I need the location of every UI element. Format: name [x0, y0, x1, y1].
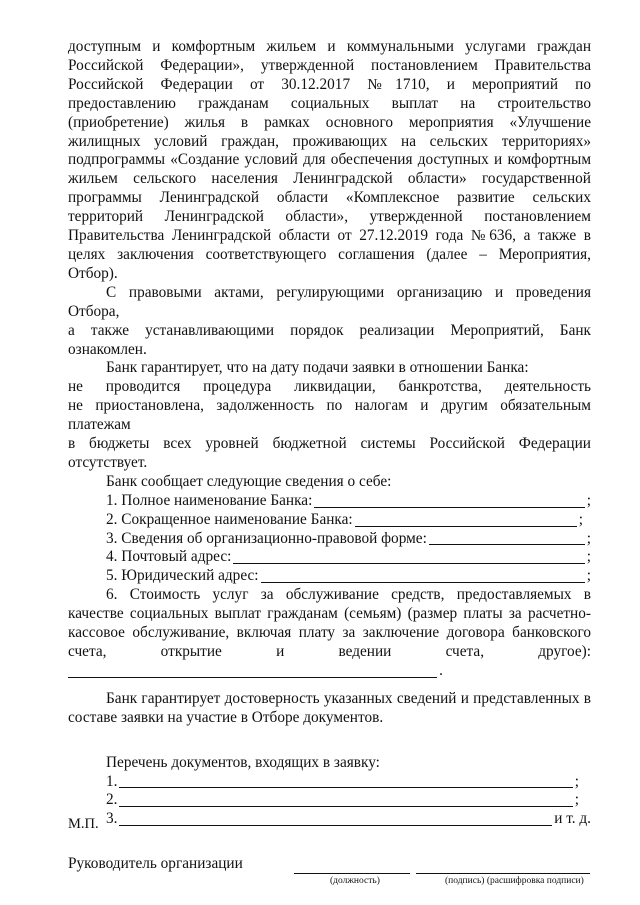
legal-form-row — [68, 530, 591, 549]
document-number: 3. — [106, 810, 118, 828]
postal-address-label: 4. Почтовый адрес: — [106, 548, 232, 566]
intro-line: территорий Ленинградской области», утвержденной постановлением — [68, 208, 591, 226]
row-end-mark: и т. д. — [554, 810, 591, 828]
short-name-label: 2. Сокращенное наименование Банка: — [106, 510, 353, 528]
guarantee-paragraph — [68, 359, 591, 472]
document-row — [68, 810, 591, 829]
full-name-row — [68, 492, 591, 511]
legal-form-label: 3. Сведения об организационно-правовой форме: — [106, 529, 427, 547]
guarantee-line: не проводится процедура ликвидации, банкротства, деятельность — [68, 378, 591, 396]
intro-line: Российской Федерации от 30.12.2017 №1710, и мероприятий по — [68, 75, 591, 93]
row-end-mark: ; — [574, 791, 579, 809]
row-end-mark: ; — [586, 491, 591, 509]
document-row — [68, 791, 591, 810]
reliability-line: составе заявки на участие в Отборе документов. — [68, 708, 384, 726]
row-end-mark: ; — [586, 548, 591, 566]
signature-title: Руководитель организации — [68, 855, 243, 873]
row-end-mark: ; — [578, 510, 583, 528]
postal-address-row — [68, 548, 591, 567]
position-caption: (должность) — [330, 876, 380, 887]
document-field[interactable] — [119, 773, 572, 788]
document-row — [68, 773, 591, 792]
full-name-label: 1. Полное наименование Банка: — [106, 491, 313, 509]
legal-address-row — [68, 567, 591, 586]
acts-line: Отбора, — [68, 302, 120, 320]
intro-line: доступным и комфортным жильем и коммунальными услугами граждан — [68, 38, 591, 55]
full-name-field[interactable] — [314, 493, 584, 508]
signature-block — [68, 855, 591, 895]
intro-line: Отбор). — [68, 264, 118, 282]
intro-line: (приобретение) жилья в рамках основного мероприятия «Улучшение — [68, 113, 591, 131]
guarantee-line: Банк гарантирует, что на дату подачи заявки в отношении Банка: — [106, 359, 529, 377]
service-cost-line: качестве социальных выплат гражданам (семьям) (размер платы за расчетно- — [68, 605, 591, 623]
guarantee-line: отсутствует. — [68, 453, 148, 471]
documents-heading: Перечень документов, входящих в заявку: — [106, 753, 380, 771]
guarantee-line: платежам — [68, 416, 131, 434]
guarantee-line: не приостановлена, задолженность по налогам и другим обязательным — [68, 397, 591, 415]
document-field[interactable] — [119, 811, 552, 826]
acts-line: ознакомлен. — [68, 340, 147, 358]
legal-acts-paragraph — [68, 284, 591, 360]
intro-line: жильем сельского населения Ленинградской области» государственной — [68, 170, 591, 188]
legal-address-label: 5. Юридический адрес: — [106, 567, 259, 585]
short-name-row — [68, 511, 591, 530]
acts-line: С правовыми актами, регулирующими организацию и проведения — [106, 283, 591, 301]
service-cost-row — [68, 662, 591, 681]
bank-info-heading: Банк сообщает следующие сведения о себе: — [106, 472, 392, 490]
document-number: 1. — [106, 772, 118, 790]
legal-form-field[interactable] — [429, 530, 585, 545]
intro-line: целях заключения соответствующего соглашения (далее – Мероприятия, — [68, 245, 591, 263]
guarantee-line: в бюджеты всех уровней бюджетной системы Российской Федерации — [68, 435, 591, 453]
service-cost-line: кассовое обслуживание, включая плату за заключение договора банковского — [68, 624, 591, 642]
row-end-mark: . — [439, 661, 443, 679]
legal-address-field[interactable] — [261, 568, 585, 583]
reliability-line: Банк гарантирует достоверность указанных сведений и представленных в — [106, 689, 591, 707]
position-field[interactable] — [294, 873, 410, 874]
intro-line: предоставлению гражданам социальных выплат на строительство — [68, 94, 591, 112]
document-field[interactable] — [119, 792, 572, 807]
intro-line: жилищных условий граждан, проживающих на сельских территориях» — [68, 132, 591, 150]
bank-info-section — [68, 473, 591, 681]
intro-line: Российской Федерации», утвержденной постановлением Правительства — [68, 56, 591, 74]
row-end-mark: ; — [586, 567, 591, 585]
signature-field[interactable] — [416, 873, 590, 874]
intro-line: программы Ленинградской области «Комплексное развитие сельских — [68, 189, 591, 207]
service-cost-line: счета, открытие и ведении счета, другое): — [68, 643, 591, 660]
document-page — [68, 38, 591, 895]
short-name-field[interactable] — [355, 512, 577, 527]
service-cost-field[interactable] — [68, 663, 437, 678]
row-end-mark: ; — [586, 529, 591, 547]
documents-section — [68, 754, 591, 830]
document-number: 2. — [106, 791, 118, 809]
intro-line: Правительства Ленинградской области от 27.12.2019 года №636, а также в — [68, 227, 591, 245]
intro-paragraph — [68, 38, 591, 284]
stamp-placeholder: М.П. — [68, 816, 99, 832]
intro-line: подпрограммы «Создание условий для обеспечения доступных и комфортным — [68, 151, 591, 169]
row-end-mark: ; — [574, 772, 579, 790]
postal-address-field[interactable] — [233, 549, 584, 564]
service-cost-line: 6. Стоимость услуг за обслуживание средств, предоставляемых в — [106, 586, 591, 604]
signature-caption: (подпись) (расшифровка подписи) — [445, 876, 584, 887]
reliability-paragraph — [68, 690, 591, 728]
acts-line: а также устанавливающими порядок реализации Мероприятий, Банк — [68, 321, 591, 339]
